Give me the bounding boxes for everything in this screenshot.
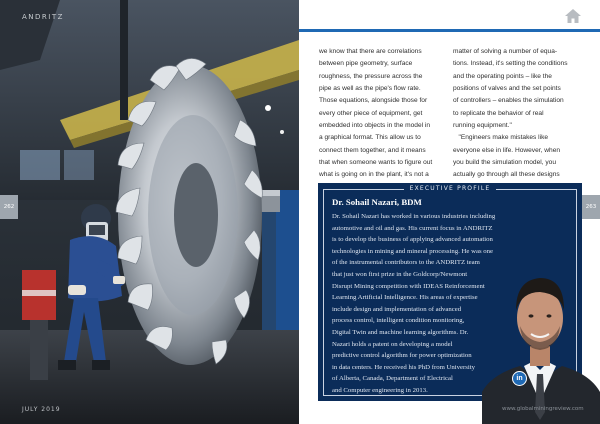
text-line: and the operating points – like the bbox=[453, 72, 552, 80]
page-number-left[interactable]: 262 bbox=[0, 195, 18, 219]
text-line: of controllers – enables the simulation bbox=[453, 97, 564, 105]
text-line: roughness, the pressure across the bbox=[319, 72, 423, 80]
profile-bio bbox=[332, 211, 495, 397]
text-line: between pipe geometry, surface bbox=[319, 60, 413, 68]
bio-line: Disrupt Mining competition with IDEAS Reinforcement bbox=[332, 282, 485, 290]
bio-line: technologies in mining and mineral processing. He was one bbox=[332, 247, 494, 255]
text-line: "Engineers make mistakes like bbox=[453, 134, 549, 142]
text-line: that when someone wants to figure out bbox=[319, 159, 433, 167]
executive-portrait bbox=[482, 262, 600, 424]
text-line: every other piece of equipment, get bbox=[319, 109, 423, 117]
bio-line: in data centers. He received his PhD from University bbox=[332, 363, 476, 371]
bio-line: of Alberta, Canada, Department of Electrical bbox=[332, 375, 453, 383]
bio-line: of the instrumental contributors to the ANDRITZ team bbox=[332, 259, 480, 267]
article-column-1 bbox=[319, 46, 447, 182]
bio-line: automotive and oil and gas. His current focus in ANDRITZ bbox=[332, 224, 493, 232]
left-page-header: ANDRITZ bbox=[22, 13, 64, 21]
text-line: embedded into objects in the model in bbox=[319, 122, 431, 130]
text-line: pipe as well as the pipe's flow rate. bbox=[319, 85, 421, 93]
text-line: you build the simulation model, you bbox=[453, 159, 556, 167]
bio-line: Dr. Sohail Nazari has worked in various industries including bbox=[332, 213, 496, 220]
bio-line: predictive control algorithm for power optimization bbox=[332, 352, 472, 360]
industrial-turbine-photo bbox=[0, 0, 299, 424]
bio-line: Digital Twin and machine learning algorithms. Dr. bbox=[332, 328, 469, 336]
bio-line: that just won first prize in the Goldcorp/Newmont bbox=[332, 270, 468, 278]
header-rule bbox=[299, 29, 600, 32]
profile-name: Dr. Sohail Nazari, BDM bbox=[332, 197, 422, 207]
bio-line: process control, intelligent condition monitoring, bbox=[332, 317, 465, 325]
bio-line: include design and implementation of advanced bbox=[332, 305, 462, 313]
text-line: we know that there are correlations bbox=[319, 48, 422, 55]
home-icon[interactable] bbox=[565, 9, 581, 23]
text-line: positions of valves and the set points bbox=[453, 85, 561, 93]
page-number-right[interactable]: 263 bbox=[582, 195, 600, 219]
right-page-footer[interactable]: www.globalminingreview.com bbox=[502, 406, 584, 412]
profile-label: EXECUTIVE PROFILE bbox=[404, 184, 496, 194]
text-line: everyone else in life. However, when bbox=[453, 146, 561, 154]
bio-line: and Computer engineering in 2013. bbox=[332, 386, 428, 394]
bio-line: Nazari holds a patent on developing a model bbox=[332, 340, 453, 348]
bio-line: Learning Artificial Intelligence. His areas of expertise bbox=[332, 294, 478, 302]
text-line: connect them together, and it means bbox=[319, 146, 426, 154]
left-page-footer: JULY 2019 bbox=[22, 406, 61, 413]
linkedin-icon[interactable]: in bbox=[512, 371, 527, 386]
text-line: Those equations, alongside those for bbox=[319, 97, 428, 105]
text-line: what is going on in the plant, it's not a bbox=[319, 171, 429, 179]
text-line: matter of solving a number of equa- bbox=[453, 48, 558, 55]
text-line: actually go through all these designs bbox=[453, 171, 560, 179]
article-column-2 bbox=[453, 46, 581, 182]
text-line: a graphical format. This allow us to bbox=[319, 134, 421, 142]
text-line: tions. Instead, it's setting the conditions bbox=[453, 60, 568, 68]
text-line: running equipment." bbox=[453, 122, 512, 130]
text-line: to replicate the behavior of real bbox=[453, 109, 544, 117]
bio-line: is to develop the business of applying advanced automation bbox=[332, 236, 493, 244]
